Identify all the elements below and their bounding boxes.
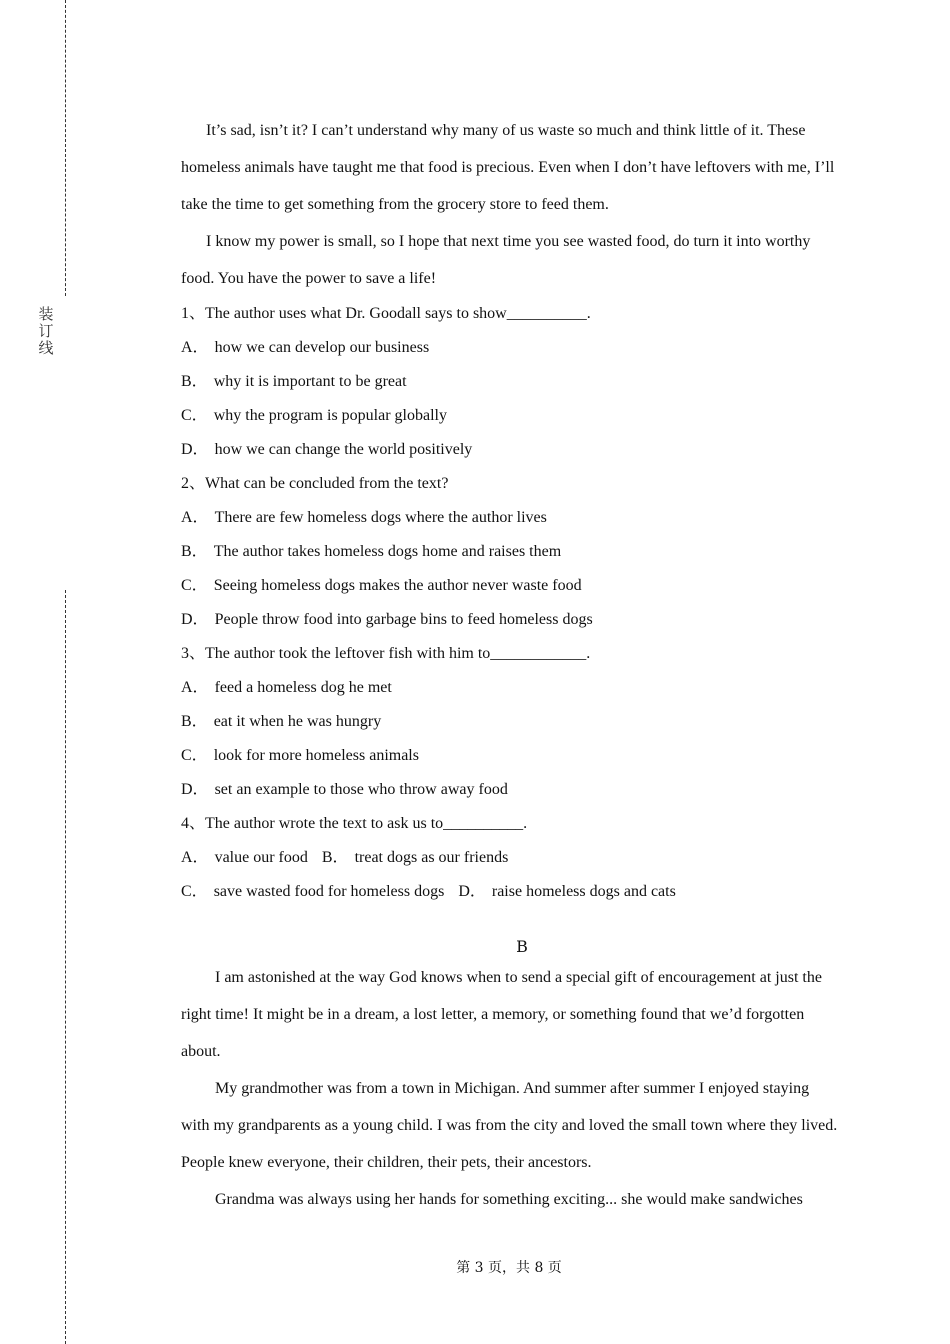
- option-letter: C．: [181, 883, 208, 900]
- option-text: how we can develop our business: [214, 339, 430, 356]
- answer-option-row: [181, 841, 841, 875]
- question-2: [181, 467, 841, 637]
- option-text: There are few homeless dogs where the author lives: [214, 509, 547, 526]
- option-text: save wasted food for homeless dogs: [213, 883, 445, 900]
- binding-dashed-line-bottom: [65, 590, 66, 1344]
- answer-option: [181, 671, 841, 705]
- option-letter: D．: [181, 781, 209, 798]
- option-text: treat dogs as our friends: [354, 849, 509, 866]
- answer-option: [181, 433, 841, 467]
- question-stem: 3、The author took the leftover fish with him to____________.: [181, 645, 591, 662]
- option-letter: A．: [181, 679, 209, 696]
- option-letter: B．: [181, 373, 208, 390]
- option-letter: B．: [181, 543, 208, 560]
- option-letter: A．: [181, 509, 209, 526]
- option-letter: B．: [181, 713, 208, 730]
- option-text: eat it when he was hungry: [213, 713, 382, 730]
- answer-option: [181, 569, 841, 603]
- option-letter: C．: [181, 747, 208, 764]
- answer-option: [181, 705, 841, 739]
- option-text: why the program is popular globally: [213, 407, 447, 424]
- option-text: raise homeless dogs and cats: [491, 883, 676, 900]
- question-4: [181, 807, 841, 909]
- page-number-footer: 第 3 页，共 8 页: [456, 1260, 562, 1276]
- passage-a-paragraph: I know my power is small, so I hope that next time you see wasted food, do turn it into worthy food. You have the power to save a life!: [181, 233, 811, 287]
- passage-b: [181, 935, 841, 1218]
- question-1: [181, 297, 841, 467]
- option-letter: B．: [321, 849, 349, 866]
- option-letter: D．: [181, 441, 209, 458]
- binding-dashed-line-top: [65, 0, 66, 296]
- passage-b-paragraph: I am astonished at the way God knows when to send a special gift of encouragement at just the right time! It might be in a dream, a lost letter, a memory, or something found that we’d forgotten about.: [181, 969, 822, 1060]
- binding-line-label: [37, 306, 55, 357]
- option-text: value our food: [214, 849, 308, 866]
- answer-option: [181, 399, 841, 433]
- option-letter: D．: [458, 883, 486, 900]
- passage-b-paragraph: My grandmother was from a town in Michigan. And summer after summer I enjoyed staying with my grandparents as a young child. I was from the city and loved the small town where they lived. People knew everyone, their children, their pets, their ancestors.: [181, 1080, 838, 1171]
- passage-a: [181, 112, 841, 297]
- section-title: B: [516, 937, 528, 956]
- answer-option: [181, 365, 841, 399]
- passage-a-paragraph: It’s sad, isn’t it? I can’t understand why many of us waste so much and think little of it. These homeless animals have taught me that food is precious. Even when I don’t have leftovers with me, I’ll take the time to get something from the grocery store to feed them.: [181, 122, 835, 213]
- binding-char: 线: [38, 339, 54, 357]
- option-text: why it is important to be great: [213, 373, 407, 390]
- answer-option: [181, 773, 841, 807]
- binding-char: 订: [38, 322, 54, 340]
- option-text: Seeing homeless dogs makes the author never waste food: [213, 577, 582, 594]
- answer-option: [181, 501, 841, 535]
- option-letter: A．: [181, 339, 209, 356]
- answer-option: [181, 603, 841, 637]
- answer-option-row: [181, 875, 841, 909]
- option-text: how we can change the world positively: [214, 441, 473, 458]
- option-letter: C．: [181, 407, 208, 424]
- question-stem: 1、The author uses what Dr. Goodall says to show__________.: [181, 305, 591, 322]
- option-text: The author takes homeless dogs home and raises them: [213, 543, 562, 560]
- option-text: look for more homeless animals: [213, 747, 419, 764]
- option-text: feed a homeless dog he met: [214, 679, 392, 696]
- binding-char: 装: [38, 305, 54, 323]
- option-letter: A．: [181, 849, 209, 866]
- page-content: [181, 112, 841, 1218]
- question-stem: 2、What can be concluded from the text?: [181, 475, 449, 492]
- passage-b-paragraph: Grandma was always using her hands for something exciting... she would make sandwiches: [215, 1191, 803, 1208]
- answer-option: [181, 535, 841, 569]
- question-stem: 4、The author wrote the text to ask us to__________.: [181, 815, 528, 832]
- answer-option: [181, 739, 841, 773]
- option-text: set an example to those who throw away food: [214, 781, 508, 798]
- option-text: People throw food into garbage bins to feed homeless dogs: [214, 611, 593, 628]
- question-3: [181, 637, 841, 807]
- answer-option: [181, 331, 841, 365]
- option-letter: C．: [181, 577, 208, 594]
- option-letter: D．: [181, 611, 209, 628]
